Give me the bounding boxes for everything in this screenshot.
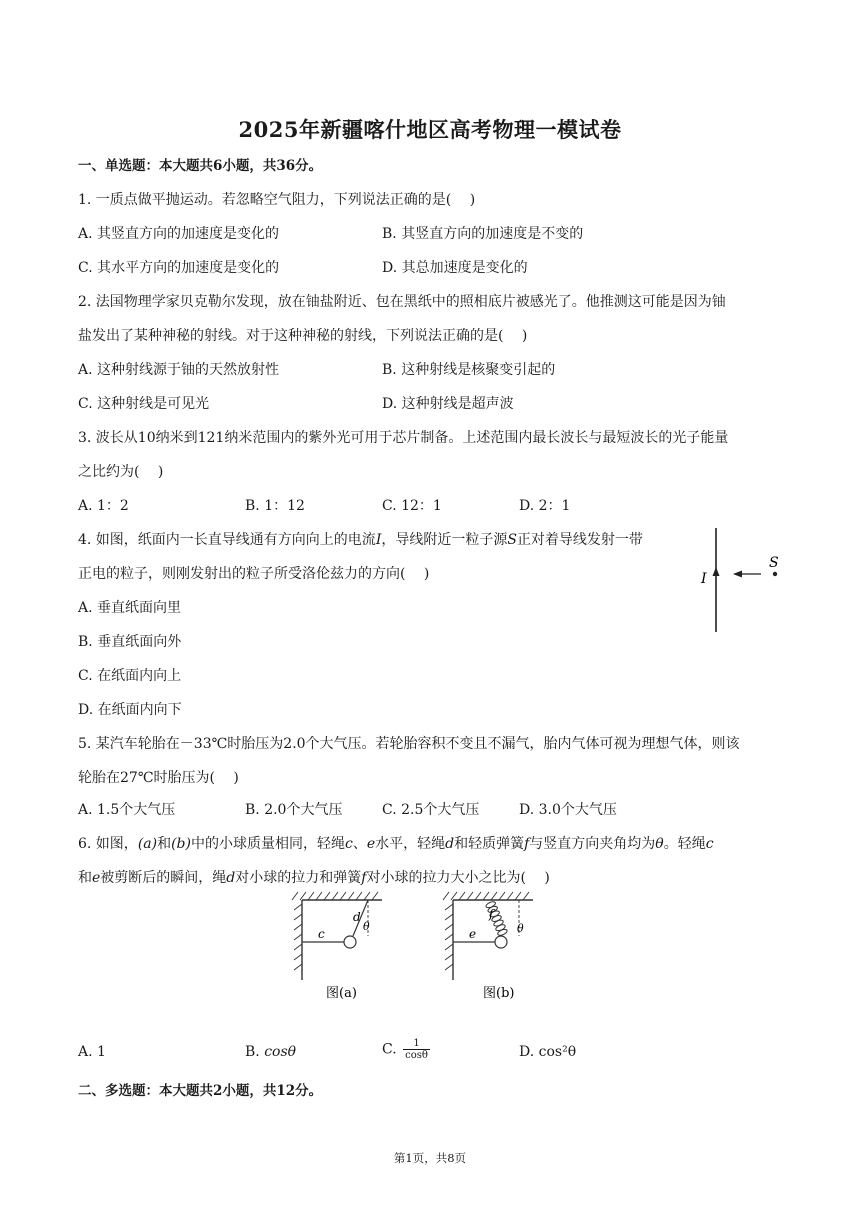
question-3-stem-line-1: 3. 波长从10纳米到121纳米范围内的紫外光可用于芯片制备。上述范围内最长波长与最短波长的光子能量 <box>78 430 729 446</box>
figure-label-current: I <box>701 571 707 587</box>
stem-text: 被剪断后的瞬间，绳 <box>100 870 227 886</box>
math-expression: cos²θ <box>538 1044 577 1060</box>
question-4-stem-line-2: 正电的粒子，则刚发射出的粒子所受洛伦兹力的方向( ) <box>78 566 430 582</box>
question-5-option-d: D. 3.0个大气压 <box>519 802 617 818</box>
stem-text: 中的小球质量相同，轻绳 <box>190 836 345 852</box>
question-3-option-c: C. 12：1 <box>382 498 442 514</box>
label-theta: θ <box>363 920 370 933</box>
stem-text: 正对着导线发射一带 <box>516 532 643 548</box>
question-6-option-c <box>382 1038 430 1061</box>
stem-text: 和轻质弹簧 <box>454 836 525 852</box>
fraction-numerator: 1 <box>403 1038 430 1050</box>
fraction-denominator: cosθ <box>405 1050 428 1061</box>
label-d: d <box>353 910 361 924</box>
variable-b: (b) <box>171 836 191 852</box>
stem-text: 和 <box>157 836 172 852</box>
variable-c: c <box>705 836 714 852</box>
figure-label-source: S <box>769 555 779 571</box>
variable-source: S <box>507 532 517 548</box>
question-4-option-d: D. 在纸面内向下 <box>78 702 182 718</box>
velocity-arrow-icon <box>733 571 742 578</box>
question-4-stem-line-1 <box>78 530 643 550</box>
label-theta: θ <box>517 922 524 935</box>
question-3-option-d: D. 2：1 <box>519 498 571 514</box>
question-2-stem-line-2: 盐发出了某种神秘的射线。对于这种神秘的射线，下列说法正确的是( ) <box>78 328 528 344</box>
variable-current: I <box>375 532 382 548</box>
fraction <box>403 1038 430 1061</box>
wall-hatch <box>294 904 302 970</box>
question-6-option-b <box>245 1042 296 1062</box>
variable-a: (a) <box>137 836 158 852</box>
variable-d: d <box>226 870 236 886</box>
question-2-stem-line-1: 2. 法国物理学家贝克勒尔发现，放在铀盐附近、包在黑纸中的照相底片被感光了。他推测这可能是因为铀 <box>78 294 726 310</box>
question-5-option-a: A. 1.5个大气压 <box>78 802 176 818</box>
variable-f: f <box>524 836 530 852</box>
stem-text: 水平，轻绳 <box>375 836 446 852</box>
ball <box>344 936 356 948</box>
variable-theta: θ <box>655 836 664 852</box>
stem-text: 4. 如图，纸面内一长直导线通有方向向上的电流 <box>78 532 376 548</box>
question-2-option-b: B. 这种射线是核聚变引起的 <box>382 362 556 378</box>
question-3-option-b: B. 1：12 <box>245 498 305 514</box>
question-4-option-b: B. 垂直纸面向外 <box>78 634 182 650</box>
figure-b-caption: 图(b) <box>483 986 515 1001</box>
question-5-stem-line-2: 轮胎在27℃时胎压为( ) <box>78 770 239 786</box>
variable-e: e <box>92 870 101 886</box>
variable-c: c <box>344 836 353 852</box>
stem-text: 与竖直方向夹角均为 <box>529 836 656 852</box>
question-5-option-b: B. 2.0个大气压 <box>245 802 343 818</box>
question-1-stem: 1. 一质点做平抛运动。若忽略空气阻力，下列说法正确的是( ) <box>78 192 476 208</box>
question-2-option-a: A. 这种射线源于铀的天然放射性 <box>78 362 280 378</box>
question-1-option-d: D. 其总加速度是变化的 <box>382 260 528 276</box>
current-arrow-icon <box>713 567 720 576</box>
wall-hatch <box>445 904 453 970</box>
stem-text: 、 <box>352 836 367 852</box>
question-6-figure-a <box>290 890 390 1005</box>
stem-text: 对小球的拉力和弹簧 <box>235 870 362 886</box>
ceiling-hatch <box>443 892 529 900</box>
variable-f: f <box>361 870 367 886</box>
question-4-figure <box>695 525 790 637</box>
page-footer: 第1页，共8页 <box>393 1151 467 1165</box>
label-e: e <box>469 927 477 941</box>
figure-a-caption: 图(a) <box>326 986 357 1001</box>
question-3-stem-line-2: 之比约为( ) <box>78 464 164 480</box>
variable-e: e <box>366 836 376 852</box>
section-heading-multiple-choice: 二、多选题：本大题共2小题，共12分。 <box>78 1083 323 1099</box>
question-5-stem-line-1: 5. 某汽车轮胎在－33℃时胎压为2.0个大气压。若轮胎容积不变且不漏气，胎内气体可视为理想气体，则该 <box>78 736 740 752</box>
stem-text: 6. 如图， <box>78 836 138 852</box>
question-6-stem-line-1 <box>78 834 714 854</box>
question-1-option-c: C. 其水平方向的加速度是变化的 <box>78 260 280 276</box>
section-heading-single-choice: 一、单选题：本大题共6小题，共36分。 <box>78 158 323 174</box>
question-2-option-c: C. 这种射线是可见光 <box>78 396 210 412</box>
question-6-figure-b <box>441 890 541 1005</box>
stem-text: 对小球的拉力大小之比为( ) <box>366 870 550 886</box>
ceiling-hatch <box>292 892 378 900</box>
label-f: f <box>489 907 494 921</box>
question-6-option-d <box>519 1042 576 1062</box>
stem-text: 和 <box>78 870 92 886</box>
stem-text: 。轻绳 <box>663 836 706 852</box>
variable-d: d <box>445 836 455 852</box>
page-title: 2025年新疆喀什地区高考物理一模试卷 <box>238 117 622 142</box>
option-prefix: D. <box>519 1044 539 1060</box>
question-6-stem-line-2 <box>78 868 550 888</box>
math-expression: cosθ <box>264 1044 297 1060</box>
particle-source-dot <box>773 572 777 576</box>
question-6-option-a: A. 1 <box>78 1044 106 1060</box>
question-1-option-b: B. 其竖直方向的加速度是不变的 <box>382 226 584 242</box>
label-c: c <box>318 927 325 941</box>
question-5-option-c: C. 2.5个大气压 <box>382 802 480 818</box>
ball <box>495 936 507 948</box>
question-2-option-d: D. 这种射线是超声波 <box>382 396 514 412</box>
option-prefix: B. <box>245 1044 265 1060</box>
question-4-option-a: A. 垂直纸面向里 <box>78 600 182 616</box>
question-4-option-c: C. 在纸面内向上 <box>78 668 182 684</box>
stem-text: ，导线附近一粒子源 <box>381 532 508 548</box>
option-prefix: C. <box>382 1041 402 1058</box>
question-3-option-a: A. 1：2 <box>78 498 129 514</box>
question-1-option-a: A. 其竖直方向的加速度是变化的 <box>78 226 280 242</box>
